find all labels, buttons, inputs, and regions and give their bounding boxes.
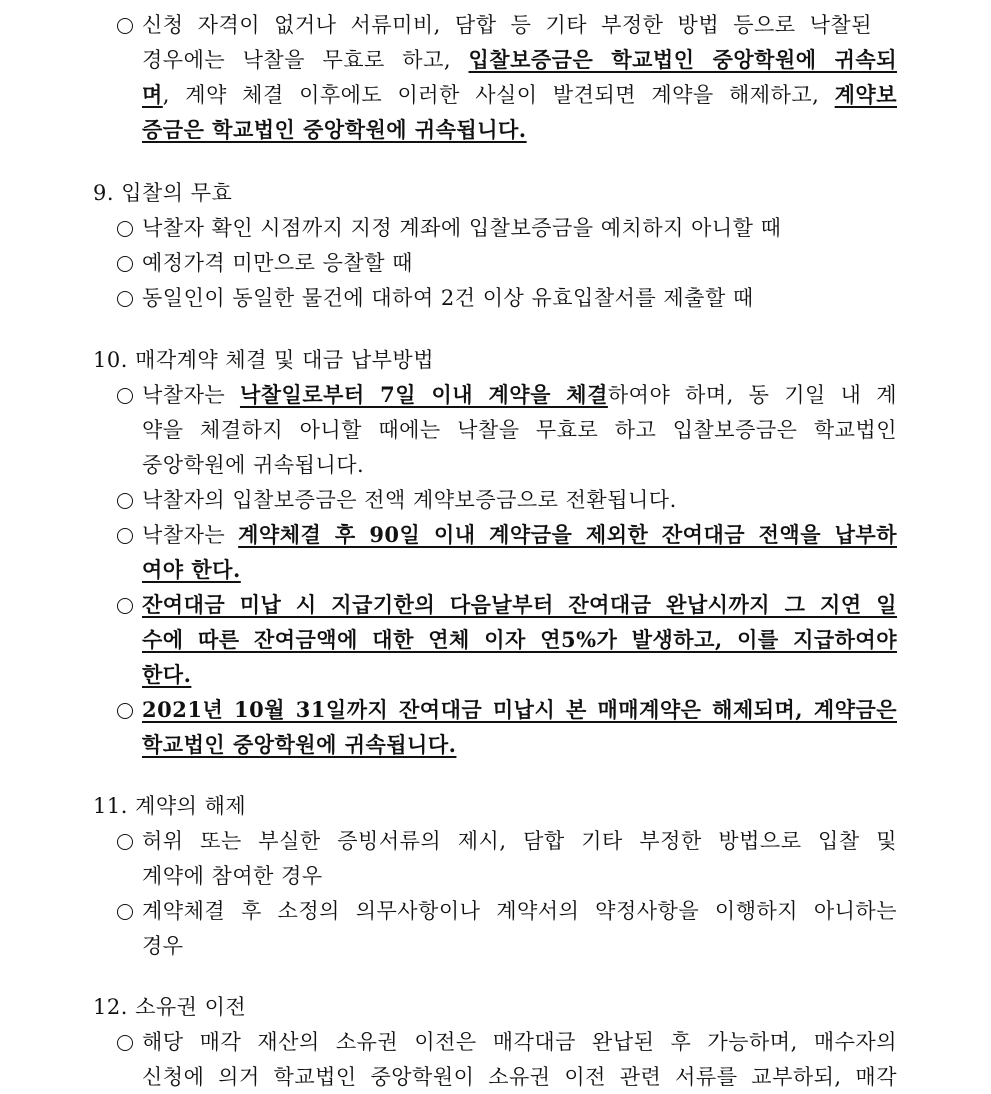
sec12-bullet1-line1: 해당 매각 재산의 소유권 이전은 매각대금 완납된 후 가능하며, 매수자의 [117,1025,897,1059]
circle-bullet-icon [117,598,133,614]
sec8-bullet1-line3: 며, 계약 체결 이후에도 이러한 사실이 발견되면 계약을 해제하고, 계약보 [142,82,897,107]
sec12-bullet1-line2: 신청에 의거 학교법인 중앙학원이 소유권 이전 관련 서류를 교부하되, 매각 [142,1065,897,1089]
sec10-bullet3-line2: 여야 한다. [142,557,241,582]
circle-bullet-icon [117,904,133,920]
sec11-bullet2-line1: 계약체결 후 소정의 의무사항이나 계약서의 약정사항을 이행하지 아니하는 [117,894,897,928]
circle-bullet-icon [117,703,133,719]
sec10-bullet1-line3: 중앙학원에 귀속됩니다. [142,453,365,477]
sec9-item-1: 낙찰자 확인 시점까지 지정 계좌에 입찰보증금을 예치하지 아니할 때 [117,211,781,245]
sec10-bullet5-line1: 2021년 10월 31일까지 잔여대금 미납시 본 매매계약은 해제되며, 계약금은 [117,693,897,727]
circle-bullet-icon [117,18,133,34]
sec9-heading: 9. 입찰의 무효 [93,181,233,205]
sec10-bullet4-line2: 수에 따른 잔여금액에 대한 연체 이자 연5%가 발생하고, 이를 지급하여야 [142,627,897,652]
sec8-bullet1-line2: 경우에는 낙찰을 무효로 하고, 입찰보증금은 학교법인 중앙학원에 귀속되 [142,47,897,72]
circle-bullet-icon [117,291,133,307]
circle-bullet-icon [117,256,133,272]
circle-bullet-icon [117,493,133,509]
sec8-bullet1-line1: 신청 자격이 없거나 서류미비, 담합 등 기타 부정한 방법 등으로 낙찰된 [117,8,872,42]
sec11-heading: 11. 계약의 해제 [93,794,247,818]
circle-bullet-icon [117,388,133,404]
circle-bullet-icon [117,221,133,237]
sec10-bullet4-line1: 잔여대금 미납 시 지급기한의 다음날부터 잔여대금 완납시까지 그 지연 일 [117,588,897,622]
sec11-bullet1-line2: 계약에 참여한 경우 [142,864,323,888]
sec10-bullet5-line2: 학교법인 중앙학원에 귀속됩니다. [142,732,457,757]
sec10-bullet3-line1: 낙찰자는 계약체결 후 90일 이내 계약금을 제외한 잔여대금 전액을 납부하 [117,518,897,552]
sec11-bullet1-line1: 허위 또는 부실한 증빙서류의 제시, 담합 기타 부정한 방법으로 입찰 및 [117,824,897,858]
sec9-item-3: 동일인이 동일한 물건에 대하여 2건 이상 유효입찰서를 제출할 때 [117,281,754,315]
circle-bullet-icon [117,834,133,850]
sec10-bullet4-line3: 한다. [142,662,192,687]
sec12-heading: 12. 소유권 이전 [93,995,247,1019]
sec10-bullet1-line2: 약을 체결하지 아니할 때에는 낙찰을 무효로 하고 입찰보증금은 학교법인 [142,418,897,442]
sec10-heading: 10. 매각계약 체결 및 대금 납부방법 [93,348,434,372]
circle-bullet-icon [117,1035,133,1051]
sec8-bullet1-line4: 증금은 학교법인 중앙학원에 귀속됩니다. [142,117,527,142]
sec9-item-2: 예정가격 미만으로 응찰할 때 [117,246,413,280]
sec10-bullet1-line1: 낙찰자는 낙찰일로부터 7일 이내 계약을 체결하여야 하며, 동 기일 내 계 [117,378,897,412]
sec11-bullet2-line2: 경우 [142,934,184,958]
circle-bullet-icon [117,528,133,544]
sec10-bullet2: 낙찰자의 입찰보증금은 전액 계약보증금으로 전환됩니다. [117,483,677,517]
